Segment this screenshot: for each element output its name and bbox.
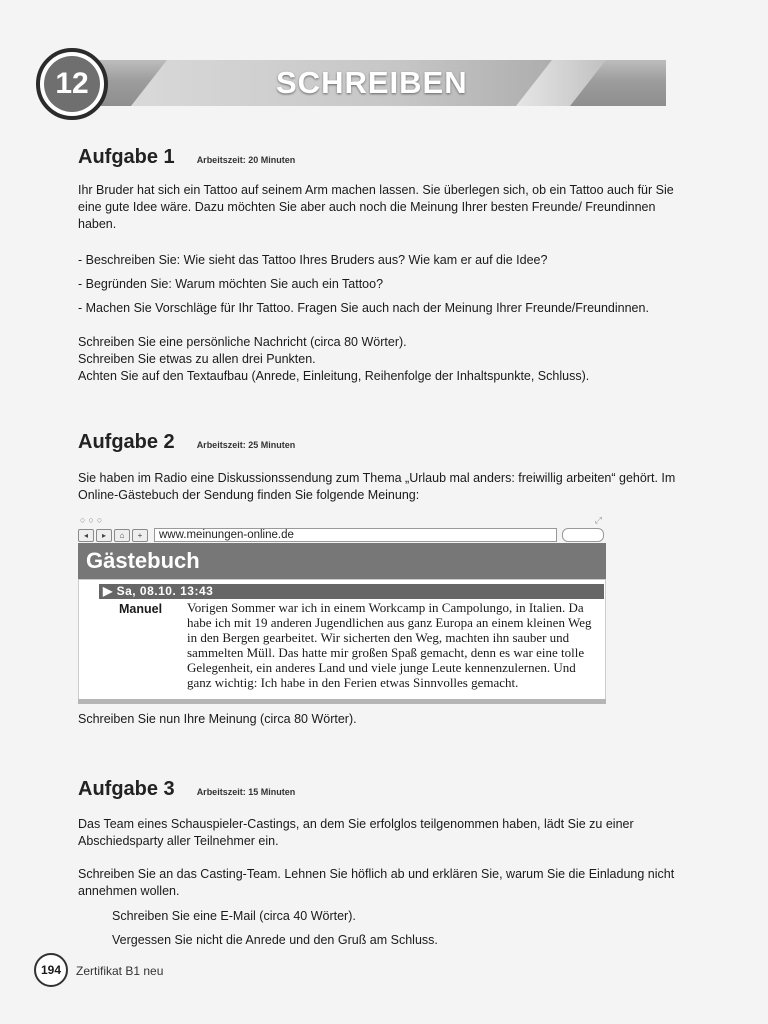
page-number: 194 bbox=[34, 953, 68, 987]
entry-date: ▶ Sa, 08.10. 13:43 bbox=[99, 584, 604, 599]
chapter-number-badge bbox=[36, 48, 108, 120]
task2-heading bbox=[78, 431, 295, 454]
entry-text: Vorigen Sommer war ich in einem Workcamp in Campolungo, in Italien. Da habe ich mit 19 anderen Jugendlichen aus ganz Europa an einem kleinen Weg in den Bergen gearbeitet. Wir sicherten den Weg, machten ihn sauber und sammelten Müll. Das hatte mir großen Spaß gemacht, denn es war eine tolle Gelegenheit, ein anderes Land und viele junge Leute kennenzulernen. Und ganz wichtig: Ich habe in den Ferien etwas Sinnvolles gemacht. bbox=[187, 600, 592, 690]
task1-intro-text: Ihr Bruder hat sich ein Tattoo auf seinem Arm machen lassen. Sie überlegen sich, ob ein Tattoo auch für Sie eine gute Idee wäre. Dazu möchten Sie aber auch noch die Meinung Ihrer besten Freunde/ Freundinnen haben. bbox=[78, 183, 674, 231]
resize-icon: ⤢ bbox=[594, 515, 602, 525]
task2-outro-text: Schreiben Sie nun Ihre Meinung (circa 80 Wörter). bbox=[78, 712, 357, 726]
forward-icon: ▸ bbox=[96, 529, 112, 542]
task1-instruction: Schreiben Sie eine persönliche Nachricht (circa 80 Wörter). bbox=[78, 335, 407, 349]
home-icon: ⌂ bbox=[114, 529, 130, 542]
entry-author: Manuel bbox=[119, 602, 163, 616]
window-controls-icon: ○○○ bbox=[80, 515, 106, 525]
chapter-banner bbox=[36, 48, 666, 118]
task3-instruction-2 bbox=[112, 932, 712, 949]
guestbook-entry bbox=[78, 579, 606, 703]
task3-instruction: Vergessen Sie nicht die Anrede und den Gruß am Schluss. bbox=[112, 933, 438, 947]
task1-intro bbox=[78, 182, 678, 233]
book-title: Zertifikat B1 neu bbox=[76, 964, 164, 978]
task3-time: Arbeitszeit: 15 Minuten bbox=[196, 787, 296, 797]
add-tab-icon: + bbox=[132, 529, 148, 542]
browser-window bbox=[78, 515, 606, 705]
task2-outro bbox=[78, 711, 678, 728]
task1-point: - Begründen Sie: Warum möchten Sie auch ein Tattoo? bbox=[78, 277, 384, 291]
chapter-title: SCHREIBEN bbox=[276, 65, 468, 100]
task3-intro-text: Das Team eines Schauspieler-Castings, an dem Sie erfolglos teilgenommen haben, lädt Sie zu einer Abschiedsparty aller Teilnehmer ein. bbox=[78, 817, 634, 848]
back-icon: ◂ bbox=[78, 529, 94, 542]
task1-points bbox=[78, 276, 678, 293]
task1-instruction: Schreiben Sie etwas zu allen drei Punkten. bbox=[78, 352, 316, 366]
task3-intro bbox=[78, 816, 678, 850]
task3-instruction-1 bbox=[112, 908, 712, 925]
task3-title: Aufgabe 3 bbox=[78, 778, 175, 800]
task1-points bbox=[78, 300, 678, 317]
guestbook-title: Gästebuch bbox=[78, 543, 606, 579]
task1-instructions bbox=[78, 334, 678, 385]
browser-toolbar bbox=[78, 528, 604, 542]
task3-instruction: Schreiben Sie eine E-Mail (circa 40 Wörter). bbox=[112, 909, 356, 923]
address-bar bbox=[154, 528, 557, 542]
task1-points bbox=[78, 252, 678, 269]
task2-intro bbox=[78, 470, 678, 504]
task1-point: - Machen Sie Vorschläge für Ihr Tattoo. Fragen Sie auch nach der Meinung Ihrer Freunde/Freundinnen. bbox=[78, 301, 649, 315]
task3-intro2 bbox=[78, 866, 678, 900]
task1-point: - Beschreiben Sie: Wie sieht das Tattoo Ihres Bruders aus? Wie kam er auf die Idee? bbox=[78, 253, 548, 267]
task1-instruction: Achten Sie auf den Textaufbau (Anrede, Einleitung, Reihenfolge der Inhaltspunkte, Schluss). bbox=[78, 369, 590, 383]
url-text: www.meinungen-online.de bbox=[159, 529, 294, 541]
task1-title: Aufgabe 1 bbox=[78, 146, 175, 168]
chapter-number: 12 bbox=[44, 56, 100, 112]
task1-heading bbox=[78, 146, 295, 169]
task3-heading bbox=[78, 778, 295, 801]
task2-time: Arbeitszeit: 25 Minuten bbox=[196, 440, 296, 450]
task1-time: Arbeitszeit: 20 Minuten bbox=[196, 155, 296, 165]
task2-title: Aufgabe 2 bbox=[78, 431, 175, 453]
browser-bottom-bar bbox=[78, 699, 606, 704]
task2-intro-text: Sie haben im Radio eine Diskussionssendung zum Thema „Urlaub mal anders: freiwillig arbeiten“ gehört. Im Online-Gästebuch der Sendung finden Sie folgende Meinung: bbox=[78, 471, 676, 502]
search-field bbox=[562, 528, 604, 542]
task3-intro2-text: Schreiben Sie an das Casting-Team. Lehnen Sie höflich ab und erklären Sie, warum Sie die Einladung nicht annehmen wollen. bbox=[78, 867, 675, 898]
